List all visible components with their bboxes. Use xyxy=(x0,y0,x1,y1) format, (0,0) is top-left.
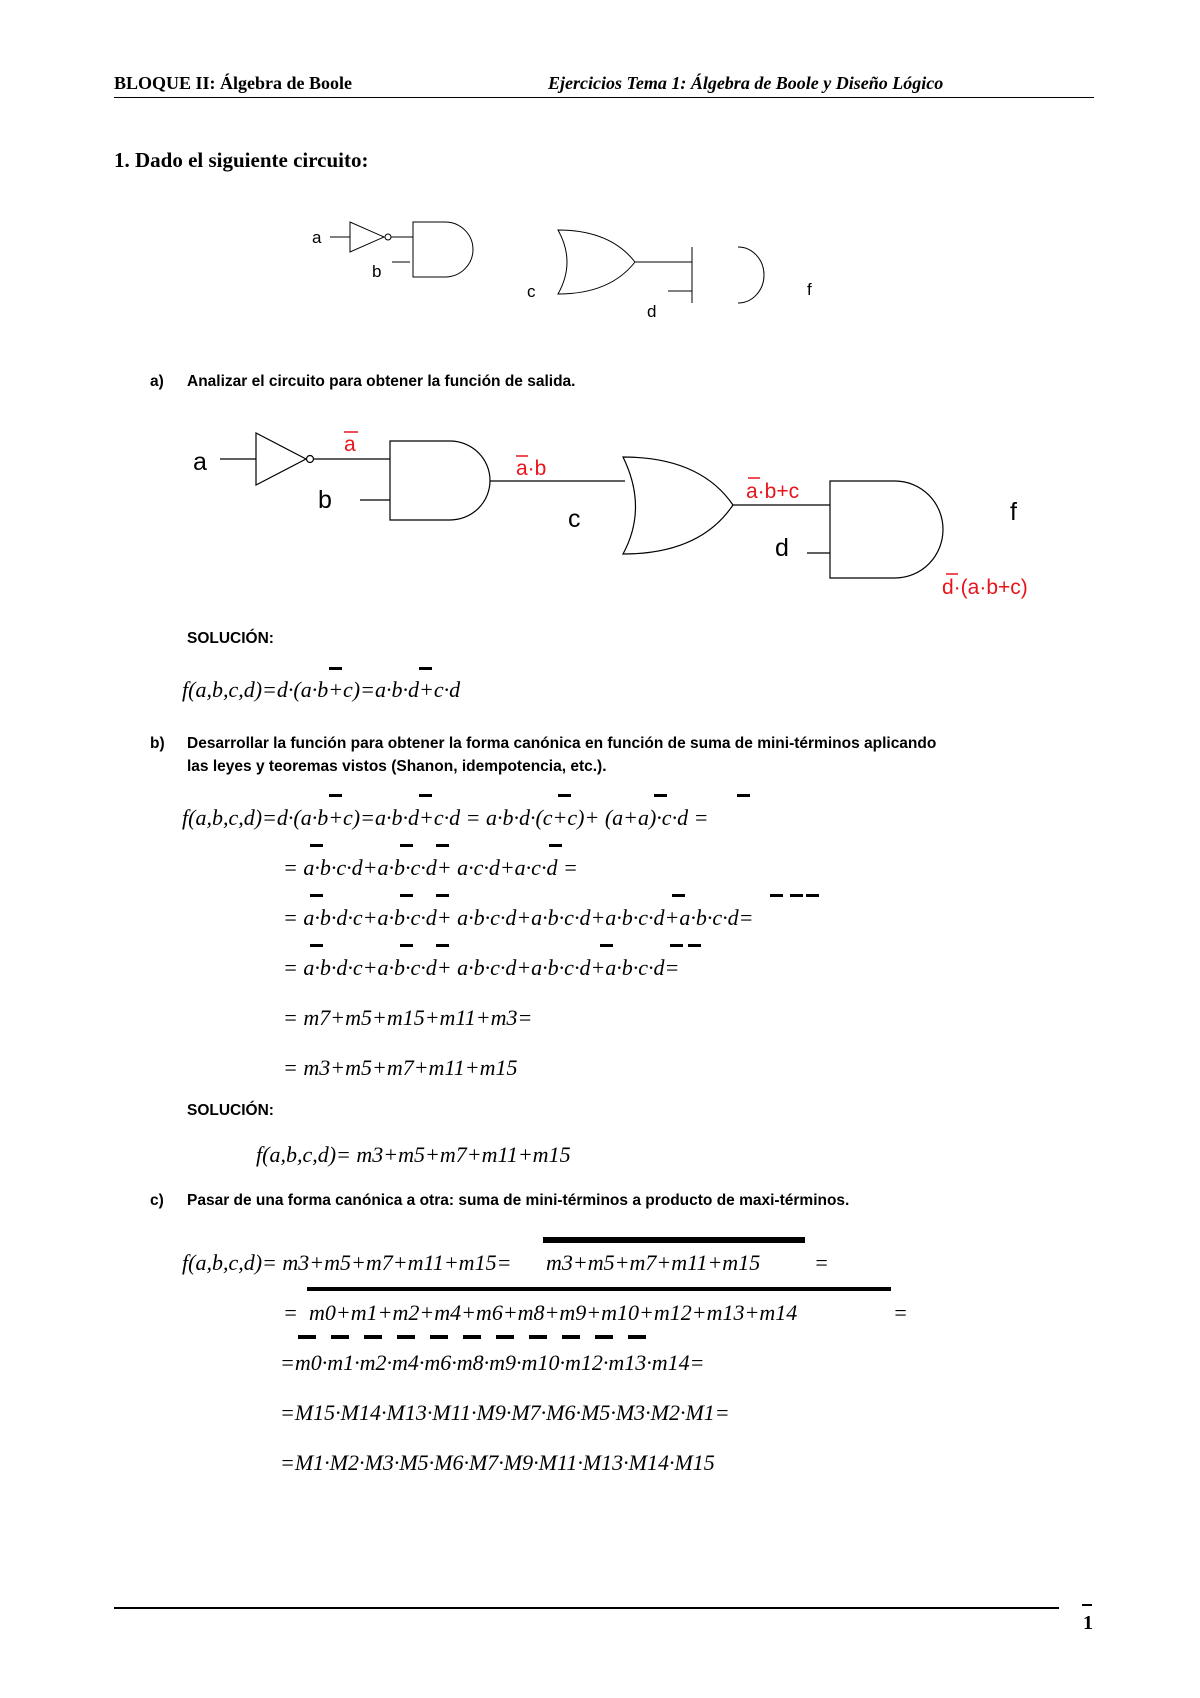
question-title: 1. Dado el siguiente circuito: xyxy=(114,148,369,172)
c-eq-line-1-eq: = xyxy=(814,1250,829,1275)
c2-and1-out: a·b xyxy=(516,457,547,480)
part-a-text: Analizar el circuito para obtener la función de salida. xyxy=(187,373,576,390)
c1-label-d: d xyxy=(647,302,657,321)
overbar-b xyxy=(436,894,449,897)
overbar-b xyxy=(310,844,323,847)
c-eq-line-2-end: = xyxy=(893,1300,908,1325)
overbar-b xyxy=(549,844,562,847)
overbar-b xyxy=(400,944,413,947)
solution-b-eq: f(a,b,c,d)= m3+m5+m7+m11+m15 xyxy=(256,1142,571,1167)
c-overbar-2 xyxy=(307,1287,891,1291)
overbar-b xyxy=(654,794,667,797)
c-eq-line-2-bar: m0+m1+m2+m4+m6+m8+m9+m10+m12+m13+m14 xyxy=(309,1300,798,1325)
part-b-text-2: las leyes y teoremas vistos (Shanon, idempotencia, etc.). xyxy=(187,758,607,775)
c-eq-line-5: =M1·M2·M3·M5·M6·M7·M9·M11·M13·M14·M15 xyxy=(280,1450,715,1475)
overbar-b xyxy=(436,844,449,847)
overbar-b xyxy=(672,894,685,897)
overbar-b xyxy=(737,794,750,797)
c1-label-c: c xyxy=(527,282,536,301)
circuit-diagram-1 xyxy=(280,210,900,340)
c2-not-a: a xyxy=(344,433,356,456)
solution-label-b: SOLUCIÓN: xyxy=(187,1102,274,1119)
c2-final-out: d·(a·b+c) xyxy=(942,576,1028,599)
overbar-a xyxy=(419,667,432,670)
overbar-b xyxy=(770,894,783,897)
footer-rule xyxy=(114,1607,1059,1609)
b-eq-line-3: = a·b·d·c+a·b·c·d+ a·b·c·d+a·b·c·d+a·b·c·d+a·b·c·d= xyxy=(283,905,754,930)
overbar-b xyxy=(600,944,613,947)
overbar-a xyxy=(329,667,342,670)
overbar-b xyxy=(806,894,819,897)
overbar-b xyxy=(419,794,432,797)
overbar-b xyxy=(670,944,683,947)
overbar-b xyxy=(400,844,413,847)
part-c-label: c) xyxy=(150,1192,164,1209)
header-right: Ejercicios Tema 1: Álgebra de Boole y Diseño Lógico xyxy=(548,73,944,93)
c1-label-a: a xyxy=(312,228,322,247)
b-eq-line-4: = a·b·d·c+a·b·c·d+ a·b·c·d+a·b·c·d+a·b·c·d= xyxy=(283,955,680,980)
c2-label-f: f xyxy=(1010,498,1017,526)
b-eq-line-2: = a·b·c·d+a·b·c·d+ a·c·d+a·c·d = xyxy=(283,855,578,880)
c1-label-f: f xyxy=(807,280,812,299)
solution-a-eq: f(a,b,c,d)=d·(a·b+c)=a·b·d+c·d xyxy=(182,677,461,702)
c-overbar-1 xyxy=(543,1237,805,1243)
overbar-b xyxy=(558,794,571,797)
c-overbars-3 xyxy=(298,1335,658,1339)
circuit-diagram-2 xyxy=(180,420,1080,600)
overbar-b xyxy=(436,944,449,947)
c2-label-d: d xyxy=(775,534,789,562)
part-b-label: b) xyxy=(150,735,165,752)
b-eq-line-1: f(a,b,c,d)=d·(a·b+c)=a·b·d+c·d = a·b·d·(c+c)+ (a+a)·c·d = xyxy=(182,805,709,830)
overbar-b xyxy=(310,894,323,897)
c-eq-line-1-bar: m3+m5+m7+m11+m15 xyxy=(546,1250,761,1275)
b-eq-line-5: = m7+m5+m15+m11+m3= xyxy=(283,1005,533,1030)
c-eq-line-3: =m0·m1·m2·m4·m6·m8·m9·m10·m12·m13·m14= xyxy=(280,1350,705,1375)
c1-label-b: b xyxy=(372,262,382,281)
overbar-b xyxy=(329,794,342,797)
solution-label-a: SOLUCIÓN: xyxy=(187,630,274,647)
part-b-text-1: Desarrollar la función para obtener la forma canónica en función de suma de mini-términos aplicando xyxy=(187,735,937,752)
overbar-b xyxy=(400,894,413,897)
c2-label-a: a xyxy=(193,448,207,476)
overbar-b xyxy=(310,944,323,947)
page-number: 1 xyxy=(1083,1612,1093,1634)
c-eq-line-1-left: f(a,b,c,d)= m3+m5+m7+m11+m15= xyxy=(182,1250,512,1275)
c2-or-out: a·b+c xyxy=(746,480,800,503)
header-left: BLOQUE II: Álgebra de Boole xyxy=(114,73,353,93)
c-eq-line-4: =M15·M14·M13·M11·M9·M7·M6·M5·M3·M2·M1= xyxy=(280,1400,730,1425)
page-number-bar xyxy=(1082,1604,1092,1606)
header-rule xyxy=(114,97,1094,98)
c2-label-b: b xyxy=(318,486,332,514)
overbar-b xyxy=(790,894,803,897)
c-eq-line-2-eq: = xyxy=(283,1300,298,1325)
part-a-label: a) xyxy=(150,373,164,390)
overbar-b xyxy=(688,944,701,947)
b-eq-line-6: = m3+m5+m7+m11+m15 xyxy=(283,1055,518,1080)
part-c-text: Pasar de una forma canónica a otra: suma de mini-términos a producto de maxi-términos. xyxy=(187,1192,850,1209)
c2-label-c: c xyxy=(568,505,581,533)
